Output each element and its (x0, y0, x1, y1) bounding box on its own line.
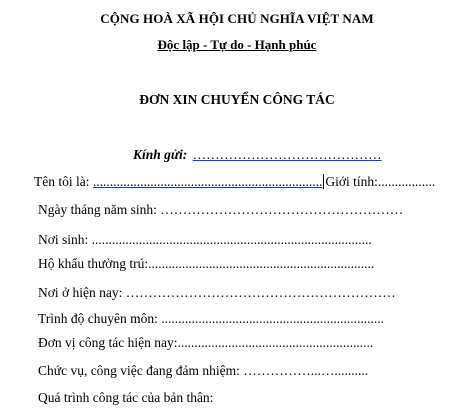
birthplace-label: Nơi sinh: (38, 232, 89, 247)
residence-label: Nơi ở hiện nay: (38, 285, 123, 300)
education-field[interactable]: .................................................................. (161, 311, 385, 326)
household-label: Hộ khẩu thường trú: (38, 256, 149, 271)
name-field[interactable]: .................................................................... (92, 174, 323, 189)
name-line (34, 174, 435, 190)
motto-text: Độc lập - Tự do - Hạnh phúc (157, 37, 317, 52)
history-line (38, 390, 213, 406)
household-line (38, 256, 374, 272)
education-label: Trình độ chuyên môn: (38, 311, 158, 326)
recipient-label: Kính gửi: (133, 147, 188, 162)
workplace-field[interactable]: .......................................................... (177, 335, 374, 350)
dob-field[interactable]: ……………………………………………… (160, 202, 404, 217)
residence-field[interactable]: …………………………………………………… (125, 285, 396, 300)
residence-line (38, 285, 396, 301)
workplace-label: Đơn vị công tác hiện nay: (38, 335, 178, 350)
form-title: ĐƠN XIN CHUYỂN CÔNG TÁC (139, 92, 335, 107)
name-label: Tên tôi là: (34, 174, 90, 189)
birthplace-line (38, 232, 372, 248)
education-line (38, 311, 384, 327)
birthplace-field[interactable]: ................................................................................... (91, 232, 372, 247)
history-label: Quá trình công tác của bản thân: (38, 390, 214, 405)
motto (0, 37, 474, 53)
position-field[interactable]: ……………...….......... (243, 363, 369, 378)
dob-label: Ngày tháng năm sinh: (38, 202, 157, 217)
national-title: CỘNG HOÀ XÃ HỘI CHỦ NGHĨA VIỆT NAM (100, 11, 374, 26)
dob-line (38, 202, 403, 218)
gender-field[interactable]: ................. (377, 174, 436, 189)
household-field[interactable]: ................................................................... (148, 256, 375, 271)
recipient-line (133, 147, 382, 163)
workplace-line (38, 335, 373, 351)
position-line (38, 363, 368, 379)
gender-label: Giới tính: (325, 174, 378, 189)
recipient-field[interactable]: …………………………………… (192, 147, 382, 162)
position-label: Chức vụ, công việc đang đảm nhiệm: (38, 363, 240, 378)
